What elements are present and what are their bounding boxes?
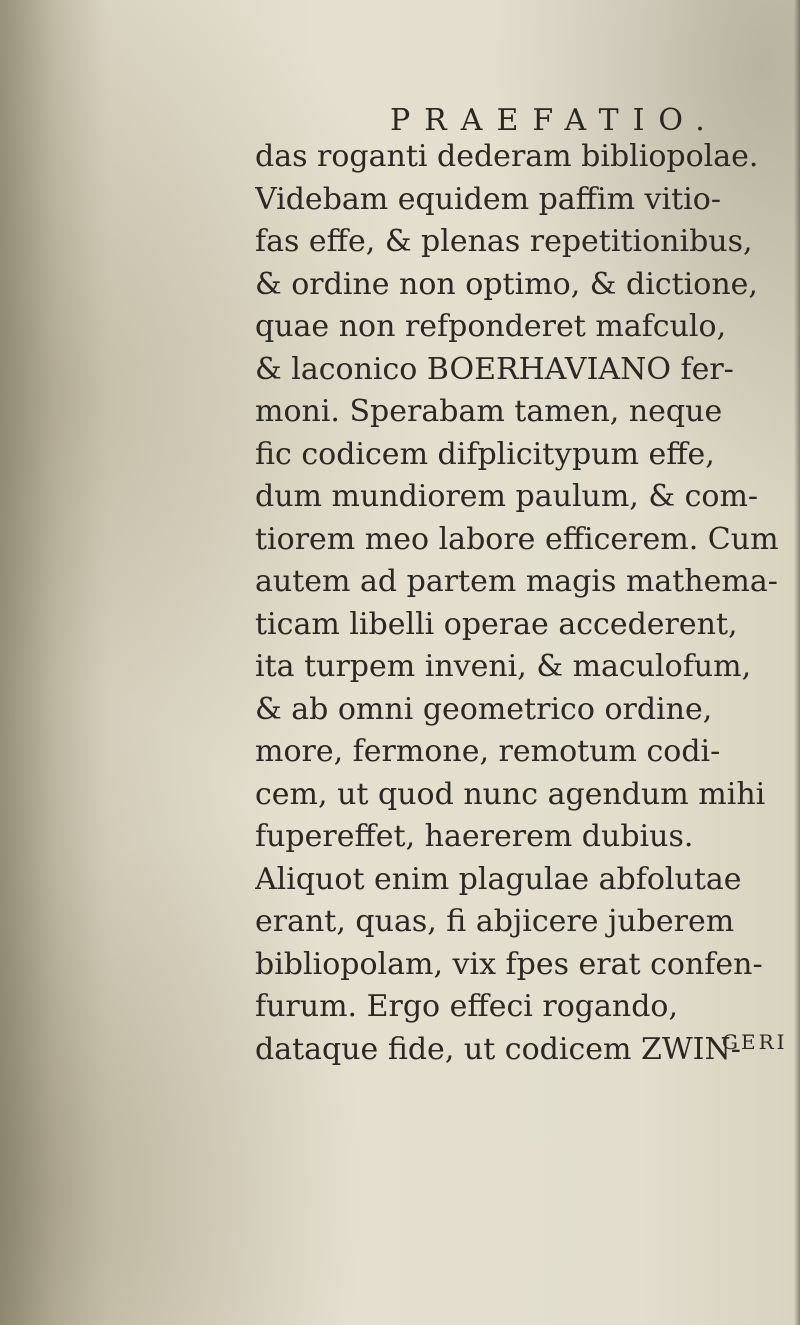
text-line: cem, ut quod nunc agendum mihi [255, 776, 766, 812]
text-line: moni. Sperabam tamen, neque [255, 394, 723, 429]
text-line: fupereffet, haererem dubius. [255, 819, 694, 854]
body-text [255, 136, 785, 1071]
text-line: fic codicem difplicitурum effe, [255, 436, 715, 472]
text-line: & ab omni geometrico ordine, [255, 691, 713, 727]
text-line: furum. Ergo effeci rogando, [255, 989, 679, 1024]
text-line: & ordine non optimo, & dictione, [255, 266, 758, 302]
gutter-shadow [0, 0, 110, 1325]
text-line: ita turpem inveni, & maculofum, [255, 649, 752, 684]
text-line: & laconico BOERHAVIANO fer- [255, 351, 734, 387]
text-line: more, fermone, remotum codi- [255, 734, 721, 769]
text-line: quae non refponderet mafculo, [255, 309, 727, 344]
text-line: erant, quas, fi abjicere juberem [255, 904, 735, 939]
text-line: fas effe, & plenas repetitionibus, [255, 224, 753, 259]
catchword: GERI [722, 1030, 788, 1054]
text-line: das roganti dederam bibliopolae. [255, 139, 759, 174]
text-line: bibliopolam, vix fpes erat confen- [255, 946, 763, 982]
text-line: autem ad partem magis mathema- [255, 564, 778, 599]
text-line: dataque fide, ut codicem ZWIN- [255, 1031, 741, 1067]
text-line: Videbam equidem paffim vitio- [255, 181, 721, 217]
text-line: Aliquot enim plagulae abfolutae [255, 861, 742, 897]
page-edge [794, 0, 800, 1325]
running-header: PRAEFATIO. [390, 103, 719, 138]
text-line: dum mundiorem paulum, & com- [255, 479, 759, 514]
text-line: tiorem meo labore efficerem. Cum [255, 521, 779, 557]
text-line: ticam libelli operae accederent, [255, 606, 738, 642]
